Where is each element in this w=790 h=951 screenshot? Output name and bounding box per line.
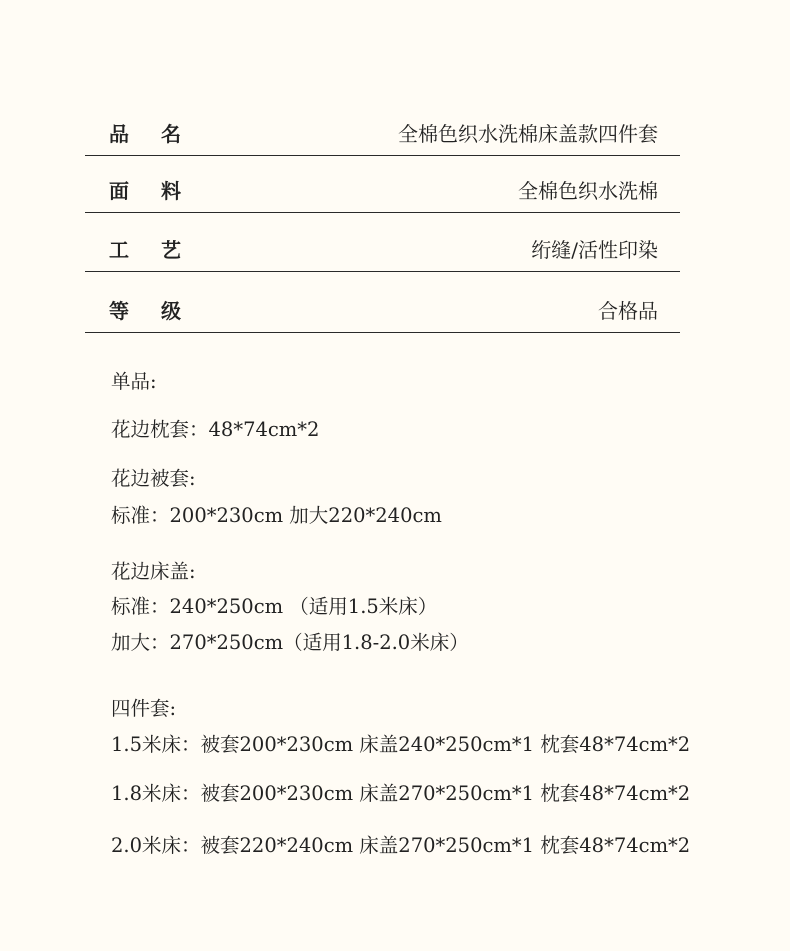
duvet-sizes: 标准：200*230cm 加大220*240cm <box>111 504 442 527</box>
spec-row-craft <box>85 213 680 272</box>
spec-label-char: 等 <box>109 299 129 323</box>
spec-row-name <box>85 97 680 156</box>
bedspread-heading: 花边床盖: <box>111 560 196 583</box>
spec-row-grade <box>85 272 680 333</box>
set-1-5: 1.5米床：被套200*230cm 床盖240*250cm*1 枕套48*74cm*2 <box>111 733 691 756</box>
spec-value: 全棉色织水洗棉 <box>518 179 658 203</box>
spec-label-char: 艺 <box>161 238 181 262</box>
spec-label-char: 面 <box>109 179 129 203</box>
spec-label-char: 级 <box>161 299 181 323</box>
duvet-heading: 花边被套: <box>111 467 196 490</box>
spec-value: 合格品 <box>598 299 658 323</box>
spec-row-material <box>85 156 680 213</box>
spec-label-char: 品 <box>109 122 129 146</box>
spec-label-char: 工 <box>109 238 129 262</box>
spec-label <box>109 295 181 324</box>
spec-label-char: 名 <box>161 122 181 146</box>
single-heading: 单品: <box>111 370 157 393</box>
set-2-0: 2.0米床：被套220*240cm 床盖270*250cm*1 枕套48*74cm*2 <box>111 834 691 857</box>
set-heading: 四件套: <box>111 697 177 720</box>
spec-label <box>109 175 181 204</box>
spec-value: 绗缝/活性印染 <box>531 238 658 262</box>
pillowcase-size: 花边枕套：48*74cm*2 <box>111 418 320 441</box>
bedspread-large: 加大：270*250cm（适用1.8-2.0米床） <box>111 631 469 654</box>
spec-label <box>109 118 181 147</box>
set-1-8: 1.8米床：被套200*230cm 床盖270*250cm*1 枕套48*74cm*2 <box>111 782 691 805</box>
spec-label <box>109 234 181 263</box>
spec-table <box>85 97 680 333</box>
bedspread-standard: 标准：240*250cm （适用1.5米床） <box>111 595 438 618</box>
spec-label-char: 料 <box>161 179 181 203</box>
spec-value: 全棉色织水洗棉床盖款四件套 <box>398 122 658 146</box>
